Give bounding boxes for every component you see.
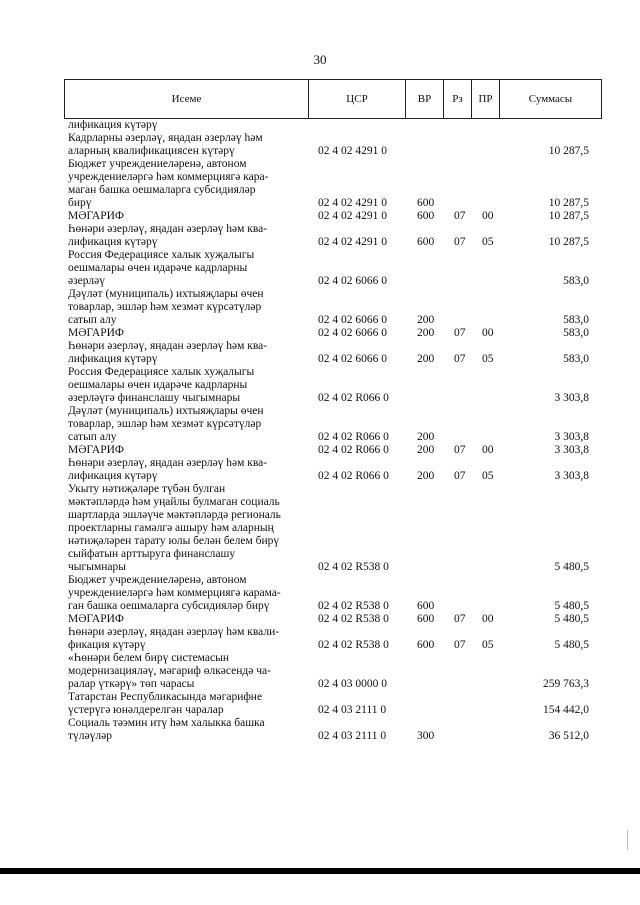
row-csr: 02 4 02 R066 0 <box>318 470 389 482</box>
row-name: Татарстан Республикасында мәгарифне үстерүгә юнәлдерелгән чаралар <box>68 691 263 716</box>
table-row <box>0 327 640 340</box>
row-sum: 583,0 <box>563 353 589 365</box>
header-name: Исеме <box>65 80 309 119</box>
row-sum: 36 512,0 <box>548 730 589 742</box>
header-rz: Рз <box>444 80 472 119</box>
row-csr: 02 4 02 6066 0 <box>318 314 387 326</box>
row-rz: 07 <box>454 353 466 365</box>
row-name: Социаль тәэмин итү һәм халыкка башка түләүләр <box>68 717 265 742</box>
row-pr: 00 <box>482 613 494 625</box>
table-row <box>0 158 640 210</box>
table-row <box>0 613 640 626</box>
row-vr: 200 <box>417 314 435 326</box>
row-sum: 10 287,5 <box>548 236 589 248</box>
table-row <box>0 340 640 366</box>
scan-edge-mark <box>627 830 628 850</box>
row-vr: 200 <box>417 431 435 443</box>
row-csr: 02 4 03 0000 0 <box>318 678 387 690</box>
row-csr: 02 4 02 R066 0 <box>318 392 389 404</box>
row-csr: 02 4 02 6066 0 <box>318 353 387 365</box>
table-header <box>64 79 602 119</box>
row-pr: 05 <box>482 236 494 248</box>
row-csr: 02 4 02 4291 0 <box>318 236 387 248</box>
row-vr: 600 <box>417 600 435 612</box>
table-row <box>0 574 640 613</box>
row-vr: 200 <box>417 470 435 482</box>
row-csr: 02 4 02 R066 0 <box>318 444 389 456</box>
row-pr: 05 <box>482 470 494 482</box>
row-csr: 02 4 02 6066 0 <box>318 275 387 287</box>
page-number: 30 <box>313 52 327 67</box>
row-vr: 600 <box>417 197 435 209</box>
table-row <box>0 457 640 483</box>
row-rz: 07 <box>454 327 466 339</box>
header-csr: ЦСР <box>309 80 406 119</box>
row-name: Россия Федерациясе халык хуҗалыгы оешмалары өчен идарәче кадрларны әзерләүгә финанслашу чыгымнары <box>68 366 255 404</box>
table-row <box>0 119 640 132</box>
table-row <box>0 483 640 574</box>
header-pr: ПР <box>472 80 500 119</box>
row-vr: 200 <box>417 444 435 456</box>
row-name: МӘГАРИФ <box>68 613 125 625</box>
table-row <box>0 691 640 717</box>
row-sum: 3 303,8 <box>554 431 589 443</box>
table-row <box>0 444 640 457</box>
row-pr: 00 <box>482 444 494 456</box>
row-sum: 10 287,5 <box>548 145 589 157</box>
row-vr: 300 <box>417 730 435 742</box>
table-row <box>0 405 640 444</box>
row-sum: 154 442,0 <box>543 704 589 716</box>
table-row <box>0 652 640 691</box>
row-rz: 07 <box>454 639 466 651</box>
table-row <box>0 132 640 158</box>
header-sum: Суммасы <box>500 80 602 119</box>
row-rz: 07 <box>454 613 466 625</box>
row-pr: 05 <box>482 353 494 365</box>
row-sum: 583,0 <box>563 314 589 326</box>
row-csr: 02 4 03 2111 0 <box>318 730 387 742</box>
row-rz: 07 <box>454 444 466 456</box>
row-name: Һөнәри әзерләү, яңадан әзерләү һәм квали- фикация күтәрү <box>68 626 280 651</box>
header-vr: ВР <box>406 80 444 119</box>
row-vr: 200 <box>417 353 435 365</box>
row-csr: 02 4 02 R538 0 <box>318 613 389 625</box>
row-sum: 3 303,8 <box>554 470 589 482</box>
row-pr: 00 <box>482 210 494 222</box>
table-row <box>0 366 640 405</box>
row-sum: 3 303,8 <box>554 444 589 456</box>
row-sum: 10 287,5 <box>548 210 589 222</box>
row-csr: 02 4 02 R538 0 <box>318 600 389 612</box>
row-name: Һөнәри әзерләү, яңадан әзерләү һәм ква- лификация күтәрү <box>68 340 268 365</box>
table-row <box>0 210 640 223</box>
row-vr: 600 <box>417 210 435 222</box>
row-name: Кадрларны әзерләү, яңадан әзерләү һәм аларның квалификациясен күтәрү <box>68 132 263 157</box>
row-pr: 05 <box>482 639 494 651</box>
row-csr: 02 4 02 6066 0 <box>318 327 387 339</box>
table-row <box>0 717 640 743</box>
row-sum: 5 480,5 <box>554 613 589 625</box>
row-name: Һөнәри әзерләү, яңадан әзерләү һәм ква- лификация күтәрү <box>68 457 268 482</box>
row-name: «Һөнәри белем бирү системасын модернизацияләү, мәгариф өлкәсендә ча- ралар үткәрү» төп чарасы <box>68 652 271 690</box>
row-name: МӘГАРИФ <box>68 327 125 339</box>
row-pr: 00 <box>482 327 494 339</box>
table-row <box>0 288 640 327</box>
row-vr: 600 <box>417 236 435 248</box>
row-csr: 02 4 02 4291 0 <box>318 197 387 209</box>
table-body <box>0 119 640 743</box>
table-row <box>0 249 640 288</box>
row-name: Дәүләт (муниципаль) ихтыяҗлары өчен товарлар, эшләр һәм хезмәт күрсәтүләр сатып алу <box>68 288 264 326</box>
table-row <box>0 223 640 249</box>
row-name: лификация күтәрү <box>68 119 158 131</box>
row-sum: 583,0 <box>563 327 589 339</box>
row-csr: 02 4 02 R538 0 <box>318 561 389 573</box>
row-name: МӘГАРИФ <box>68 444 125 456</box>
row-csr: 02 4 02 4291 0 <box>318 210 387 222</box>
row-name: МӘГАРИФ <box>68 210 125 222</box>
row-name: Россия Федерациясе халык хуҗалыгы оешмалары өчен идарәче кадрларны әзерләү <box>68 249 255 287</box>
row-name: Һөнәри әзерләү, яңадан әзерләү һәм ква- лификация күтәрү <box>68 223 268 248</box>
row-rz: 07 <box>454 236 466 248</box>
row-sum: 5 480,5 <box>554 561 589 573</box>
row-sum: 10 287,5 <box>548 197 589 209</box>
row-sum: 583,0 <box>563 275 589 287</box>
row-sum: 5 480,5 <box>554 600 589 612</box>
row-sum: 259 763,3 <box>543 678 589 690</box>
row-csr: 02 4 02 4291 0 <box>318 145 387 157</box>
row-sum: 3 303,8 <box>554 392 589 404</box>
row-vr: 600 <box>417 613 435 625</box>
row-name: Дәүләт (муниципаль) ихтыяҗлары өчен товарлар, эшләр һәм хезмәт күрсәтүләр сатып алу <box>68 405 264 443</box>
page-bottom-border <box>0 868 640 874</box>
row-name: Бюджет учреждениеләренә, автоном учреждениеләргә һәм коммерциягә карама- ган башка оешмаларга субсидияләр бирү <box>68 574 281 612</box>
row-csr: 02 4 02 R066 0 <box>318 431 389 443</box>
row-name: Укыту нәтиҗәләре түбән булган мәктәпләрдә һәм уңайлы булмаган социаль шартларда эшләүче мәктәпләрдә региональ проектларны гамәлгә ашыру һәм аларның нәтиҗәләрен тарату юлы белән белем бирү сыйфатын арттыруга финанслашу чыгымнары <box>68 483 281 573</box>
row-sum: 5 480,5 <box>554 639 589 651</box>
row-name: Бюджет учреждениеләренә, автоном учреждениеләргә һәм коммерциягә кара- маган башка оешмаларга субсидияләр бирү <box>68 158 269 209</box>
row-vr: 200 <box>417 327 435 339</box>
row-csr: 02 4 02 R538 0 <box>318 639 389 651</box>
row-rz: 07 <box>454 210 466 222</box>
row-vr: 600 <box>417 639 435 651</box>
row-rz: 07 <box>454 470 466 482</box>
table-row <box>0 626 640 652</box>
row-csr: 02 4 03 2111 0 <box>318 704 387 716</box>
